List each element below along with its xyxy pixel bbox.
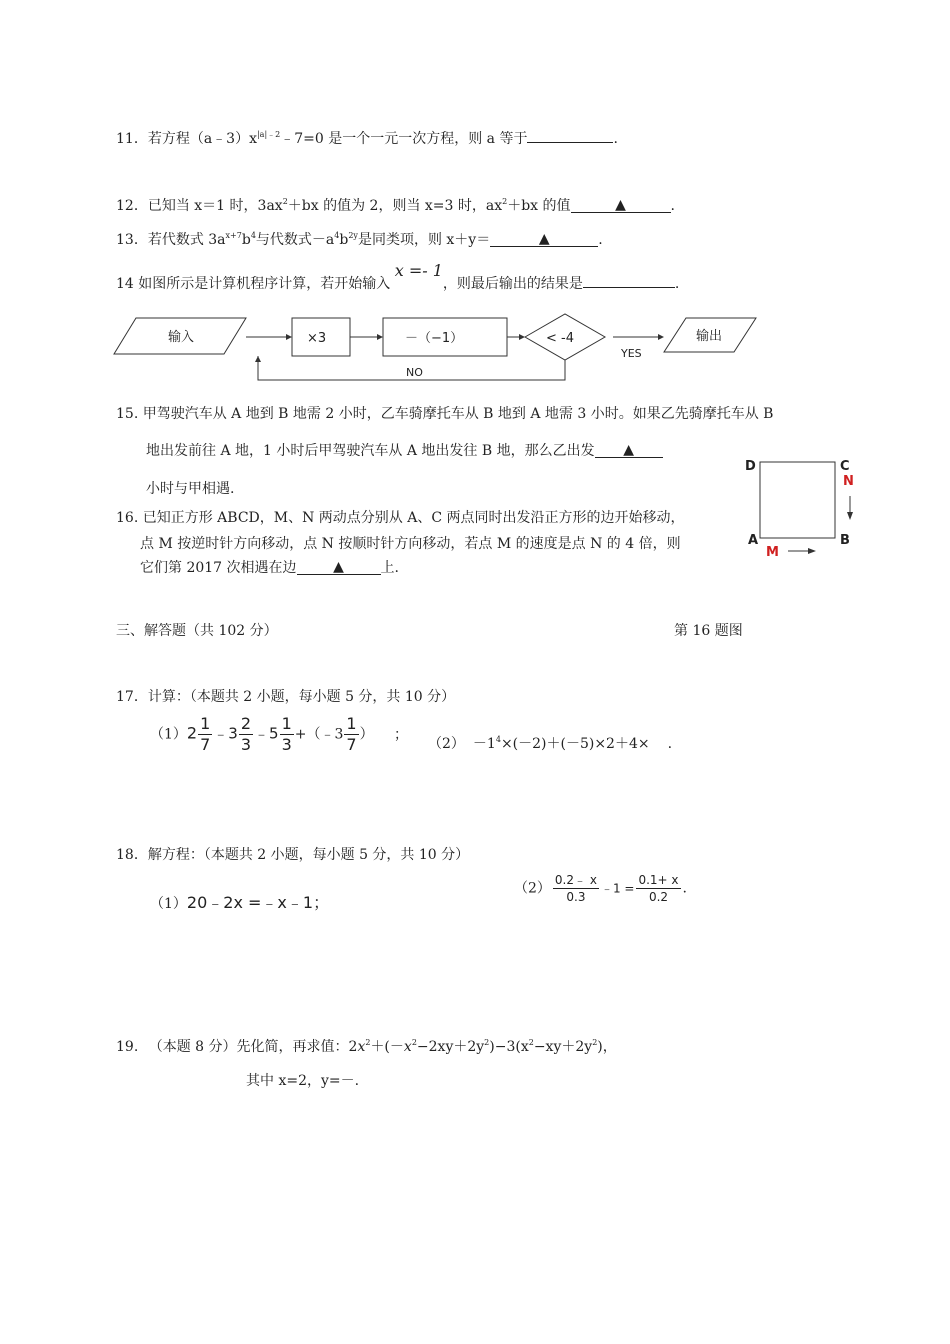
question-16-line3: 它们第 2017 次相遇在边 ▲ 上.	[140, 559, 399, 576]
answer-blank	[490, 232, 598, 247]
label-m: M	[766, 545, 779, 560]
triangle-icon: ▲	[538, 231, 550, 247]
question-15-line2: 地出发前往 A 地，1 小时后甲驾驶汽车从 A 地出发往 B 地，那么乙出发 ▲	[146, 440, 663, 460]
flow-minus-label: －（−1）	[405, 331, 464, 346]
question-17-part1: （1）2 $\frac{1}{7}$ ﹣3 $\frac{2}{3}$ ﹣5 $\frac{1}{3}$ +（﹣3 $\frac{1}{7}$ ） ；	[150, 714, 409, 754]
label-n: N	[843, 474, 854, 489]
question-12: 12．已知当 x＝1 时，$3ax^2+bx$ 的值为 2，则当 x=3 时，$ax^2+bx$ 的值 ▲ .	[116, 197, 675, 214]
question-14: 14 如图所示是计算机程序计算，若开始输入 x =- 1，则最后输出的结果是 .	[116, 261, 680, 292]
formula-x-input: x =- 1	[394, 261, 443, 280]
square-abcd-figure	[740, 452, 870, 562]
section-3-title: 三、解答题（共 102 分）	[116, 623, 278, 639]
question-16-line1: 16. 已知正方形 ABCD，M、N 两动点分别从 A、C 两点同时出发沿正方形的边开始移动，	[116, 510, 685, 526]
question-17-title: 17．计算：（本题共 2 小题，每小题 5 分，共 10 分）	[116, 689, 456, 705]
question-13: 13．若代数式 $3a^{x+7}b^4$与代数式$-a^4b^{2y}$是同类项，则 x＋y＝ ▲ .	[116, 231, 603, 248]
square-abcd	[760, 462, 835, 538]
answer-blank	[583, 273, 675, 288]
question-15-line1: 15. 甲驾驶汽车从 A 地到 B 地需 2 小时，乙车骑摩托车从 B 地到 A 地需 3 小时。如果乙先骑摩托车从 B	[116, 406, 774, 422]
question-18-part1: （1）20﹣2x =﹣x﹣1；	[150, 893, 330, 912]
fraction: $\frac{1}{7}$	[346, 714, 357, 754]
fraction: $\frac{1}{3}$	[281, 714, 292, 754]
triangle-icon: ▲	[615, 197, 626, 213]
answer-blank	[595, 443, 663, 458]
label-b: B	[840, 533, 850, 548]
label-a: A	[748, 533, 759, 548]
arrow-down-icon	[847, 512, 853, 520]
flow-input-label: 输入	[168, 330, 195, 345]
figure-16-caption: 第 16 题图	[674, 623, 743, 639]
answer-blank	[297, 560, 381, 575]
flow-times3-label: ×3	[307, 331, 327, 346]
fraction: $\frac{1}{7}$	[200, 714, 211, 754]
question-17-part2: $(2) -1^4\times(-2)+(-5)\times 2+4\times$ .	[428, 735, 673, 752]
program-flowchart	[100, 310, 800, 386]
fraction: $\frac{0.2﹣ x}{0.3}$	[554, 873, 597, 904]
question-16-line2: 点 M 按逆时针方向移动，点 N 按顺时针方向移动，若点 M 的速度是点 N 的 4 倍，则	[140, 536, 681, 552]
flow-no-label: NO	[406, 366, 423, 379]
question-19-condition: 其中 x=2，y=－.	[246, 1073, 360, 1089]
label-d: D	[745, 459, 756, 474]
flow-yes-label: YES	[621, 347, 642, 360]
fraction: $\frac{0.1+ x}{0.2}$	[638, 873, 679, 904]
question-18-part2: （2） $\frac{0.2﹣ x}{0.3}$ ﹣1 = $\frac{0.1+ x}{0.2}$ .	[514, 873, 687, 904]
answer-blank	[571, 198, 671, 213]
flow-output-label: 输出	[696, 329, 723, 344]
triangle-icon: ▲	[623, 442, 634, 458]
question-19: 19. （本题 8 分）先化简，再求值：$2x^2+(-x^2-2xy+2y^2)-3(x^2-xy+2y^2)$，	[116, 1038, 617, 1055]
question-11: 11．若方程$(a﹣3)x^{|a|﹣2}﹣7=0$ 是一个一元一次方程，则 a 等于 .	[116, 130, 618, 147]
label-c: C	[840, 459, 850, 474]
triangle-icon: ▲	[333, 559, 344, 575]
question-15-line3: 小时与甲相遇.	[146, 481, 235, 497]
question-18-title: 18．解方程：（本题共 2 小题，每小题 5 分，共 10 分）	[116, 847, 470, 863]
answer-blank	[527, 128, 613, 143]
arrow-right-icon	[808, 548, 816, 554]
flow-cond-label: < -4	[546, 331, 574, 346]
fraction: $\frac{2}{3}$	[240, 714, 252, 754]
